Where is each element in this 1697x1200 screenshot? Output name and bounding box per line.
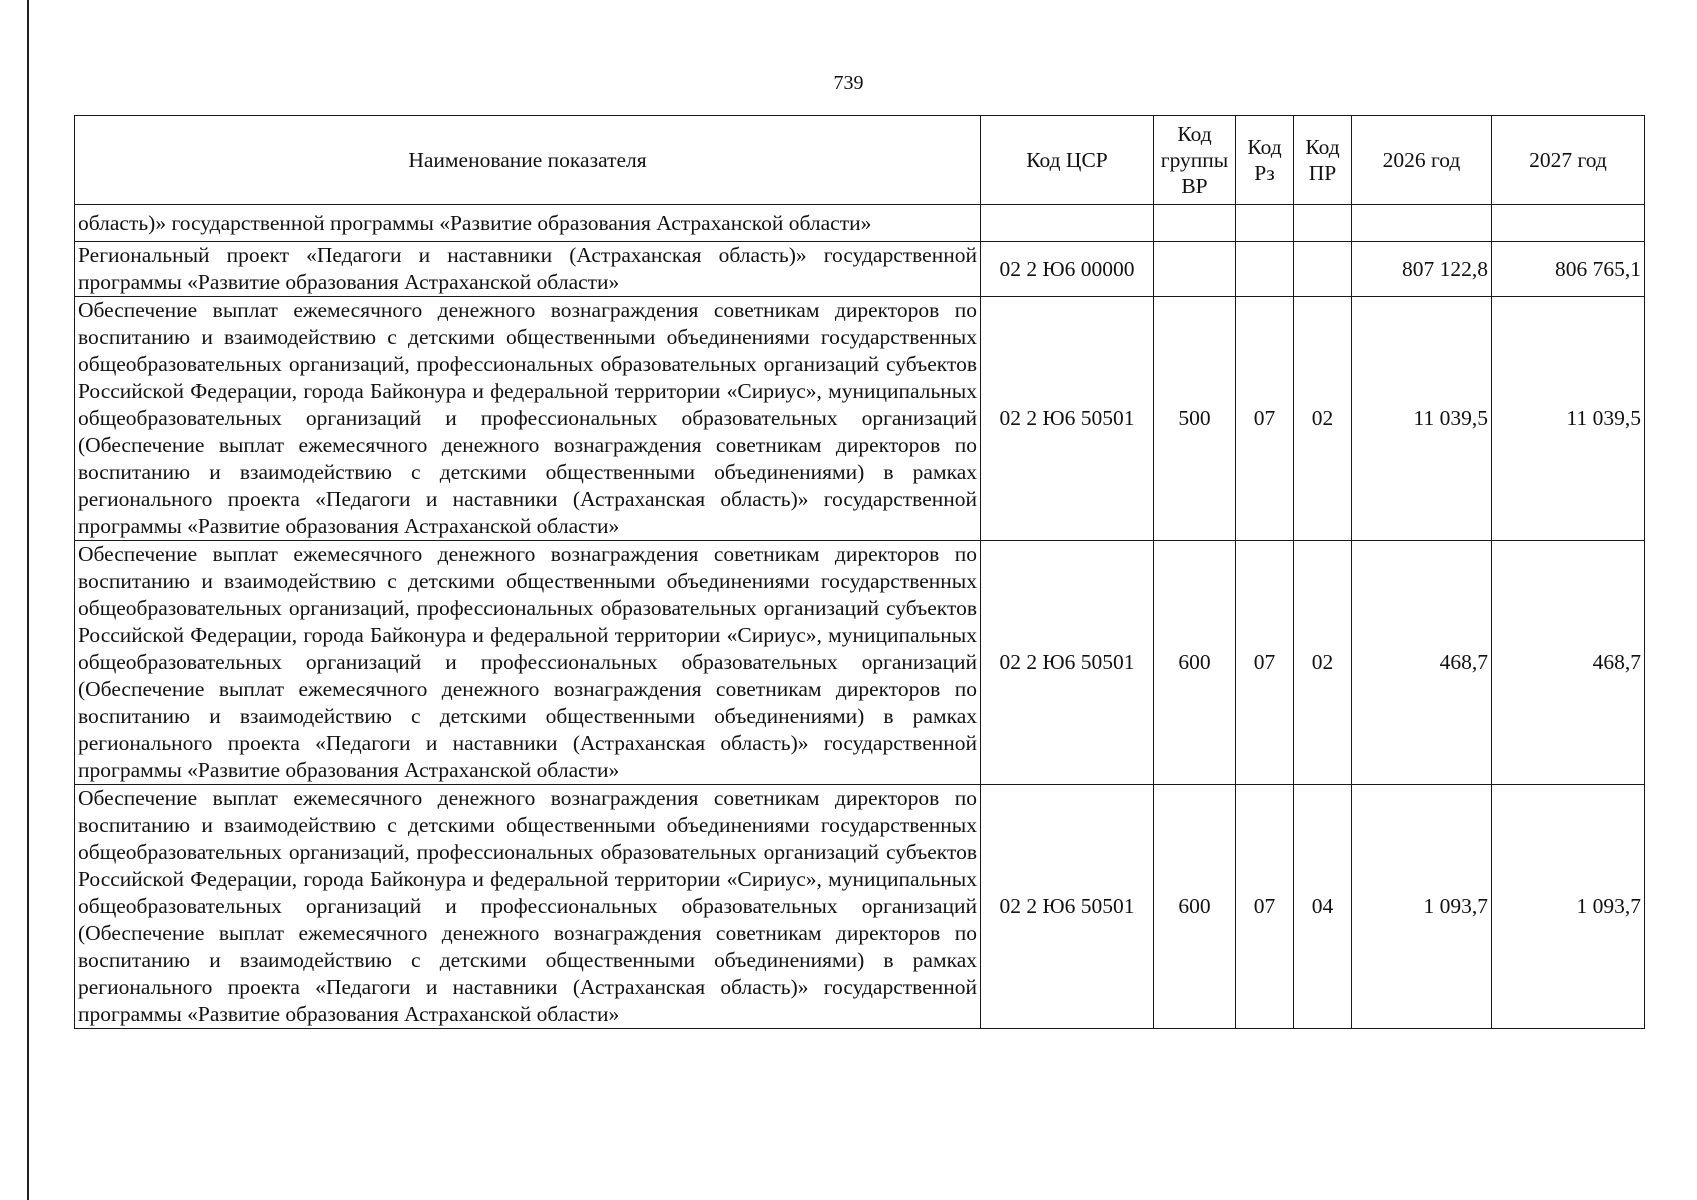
cell-2027 [1492, 205, 1645, 242]
cell-csr [981, 205, 1154, 242]
cell-2026: 1 093,7 [1352, 785, 1492, 1029]
cell-pr: 02 [1294, 541, 1352, 785]
cell-rz: 07 [1236, 785, 1294, 1029]
cell-2027: 468,7 [1492, 541, 1645, 785]
cell-name: область)» государственной программы «Развитие образования Астраханской области» [75, 205, 981, 242]
cell-vr [1154, 242, 1236, 297]
cell-2027: 806 765,1 [1492, 242, 1645, 297]
cell-rz: 07 [1236, 297, 1294, 541]
margin-rule [27, 0, 29, 1200]
budget-table [74, 115, 1645, 1029]
cell-vr: 500 [1154, 297, 1236, 541]
cell-name: Обеспечение выплат ежемесячного денежного вознаграждения советникам директоров по воспитанию и взаимодействию с детскими общественными объединениями государственных общеобразовательных организаций, профессиональных образовательных организаций субъектов Российской Федерации, города Байконура и федеральной территории «Сириус», муниципальных общеобразовательных организаций и профессиональных образовательных организаций (Обеспечение выплат ежемесячного денежного вознаграждения советникам директоров по воспитанию и взаимодействию с детскими общественными объединениями) в рамках регионального проекта «Педагоги и наставники (Астраханская область)» государственной программы «Развитие образования Астраханской области» [75, 297, 981, 541]
cell-pr [1294, 242, 1352, 297]
cell-vr [1154, 205, 1236, 242]
cell-csr: 02 2 Ю6 00000 [981, 242, 1154, 297]
table-row [75, 785, 1645, 1029]
cell-rz [1236, 242, 1294, 297]
cell-rz: 07 [1236, 541, 1294, 785]
cell-name: Региональный проект «Педагоги и наставники (Астраханская область)» государственной программы «Развитие образования Астраханской области» [75, 242, 981, 297]
table-header-row [75, 116, 1645, 205]
header-csr: Код ЦСР [981, 116, 1154, 205]
table-row [75, 205, 1645, 242]
cell-csr: 02 2 Ю6 50501 [981, 541, 1154, 785]
cell-2027: 11 039,5 [1492, 297, 1645, 541]
cell-2026: 807 122,8 [1352, 242, 1492, 297]
cell-vr: 600 [1154, 785, 1236, 1029]
header-name: Наименование показателя [75, 116, 981, 205]
cell-2026: 11 039,5 [1352, 297, 1492, 541]
header-2027: 2027 год [1492, 116, 1645, 205]
cell-rz [1236, 205, 1294, 242]
cell-csr: 02 2 Ю6 50501 [981, 785, 1154, 1029]
table-row [75, 541, 1645, 785]
cell-2026: 468,7 [1352, 541, 1492, 785]
cell-name: Обеспечение выплат ежемесячного денежного вознаграждения советникам директоров по воспитанию и взаимодействию с детскими общественными объединениями государственных общеобразовательных организаций, профессиональных образовательных организаций субъектов Российской Федерации, города Байконура и федеральной территории «Сириус», муниципальных общеобразовательных организаций и профессиональных образовательных организаций (Обеспечение выплат ежемесячного денежного вознаграждения советникам директоров по воспитанию и взаимодействию с детскими общественными объединениями) в рамках регионального проекта «Педагоги и наставники (Астраханская область)» государственной программы «Развитие образования Астраханской области» [75, 785, 981, 1029]
cell-2027: 1 093,7 [1492, 785, 1645, 1029]
cell-pr [1294, 205, 1352, 242]
table-row [75, 242, 1645, 297]
cell-pr: 04 [1294, 785, 1352, 1029]
header-pr: Код ПР [1294, 116, 1352, 205]
page-number: 739 [833, 72, 864, 94]
cell-csr: 02 2 Ю6 50501 [981, 297, 1154, 541]
table-row [75, 297, 1645, 541]
cell-pr: 02 [1294, 297, 1352, 541]
header-vr: Код группы ВР [1154, 116, 1236, 205]
header-2026: 2026 год [1352, 116, 1492, 205]
cell-vr: 600 [1154, 541, 1236, 785]
header-rz: Код Рз [1236, 116, 1294, 205]
cell-name: Обеспечение выплат ежемесячного денежного вознаграждения советникам директоров по воспитанию и взаимодействию с детскими общественными объединениями государственных общеобразовательных организаций, профессиональных образовательных организаций субъектов Российской Федерации, города Байконура и федеральной территории «Сириус», муниципальных общеобразовательных организаций и профессиональных образовательных организаций (Обеспечение выплат ежемесячного денежного вознаграждения советникам директоров по воспитанию и взаимодействию с детскими общественными объединениями) в рамках регионального проекта «Педагоги и наставники (Астраханская область)» государственной программы «Развитие образования Астраханской области» [75, 541, 981, 785]
cell-2026 [1352, 205, 1492, 242]
